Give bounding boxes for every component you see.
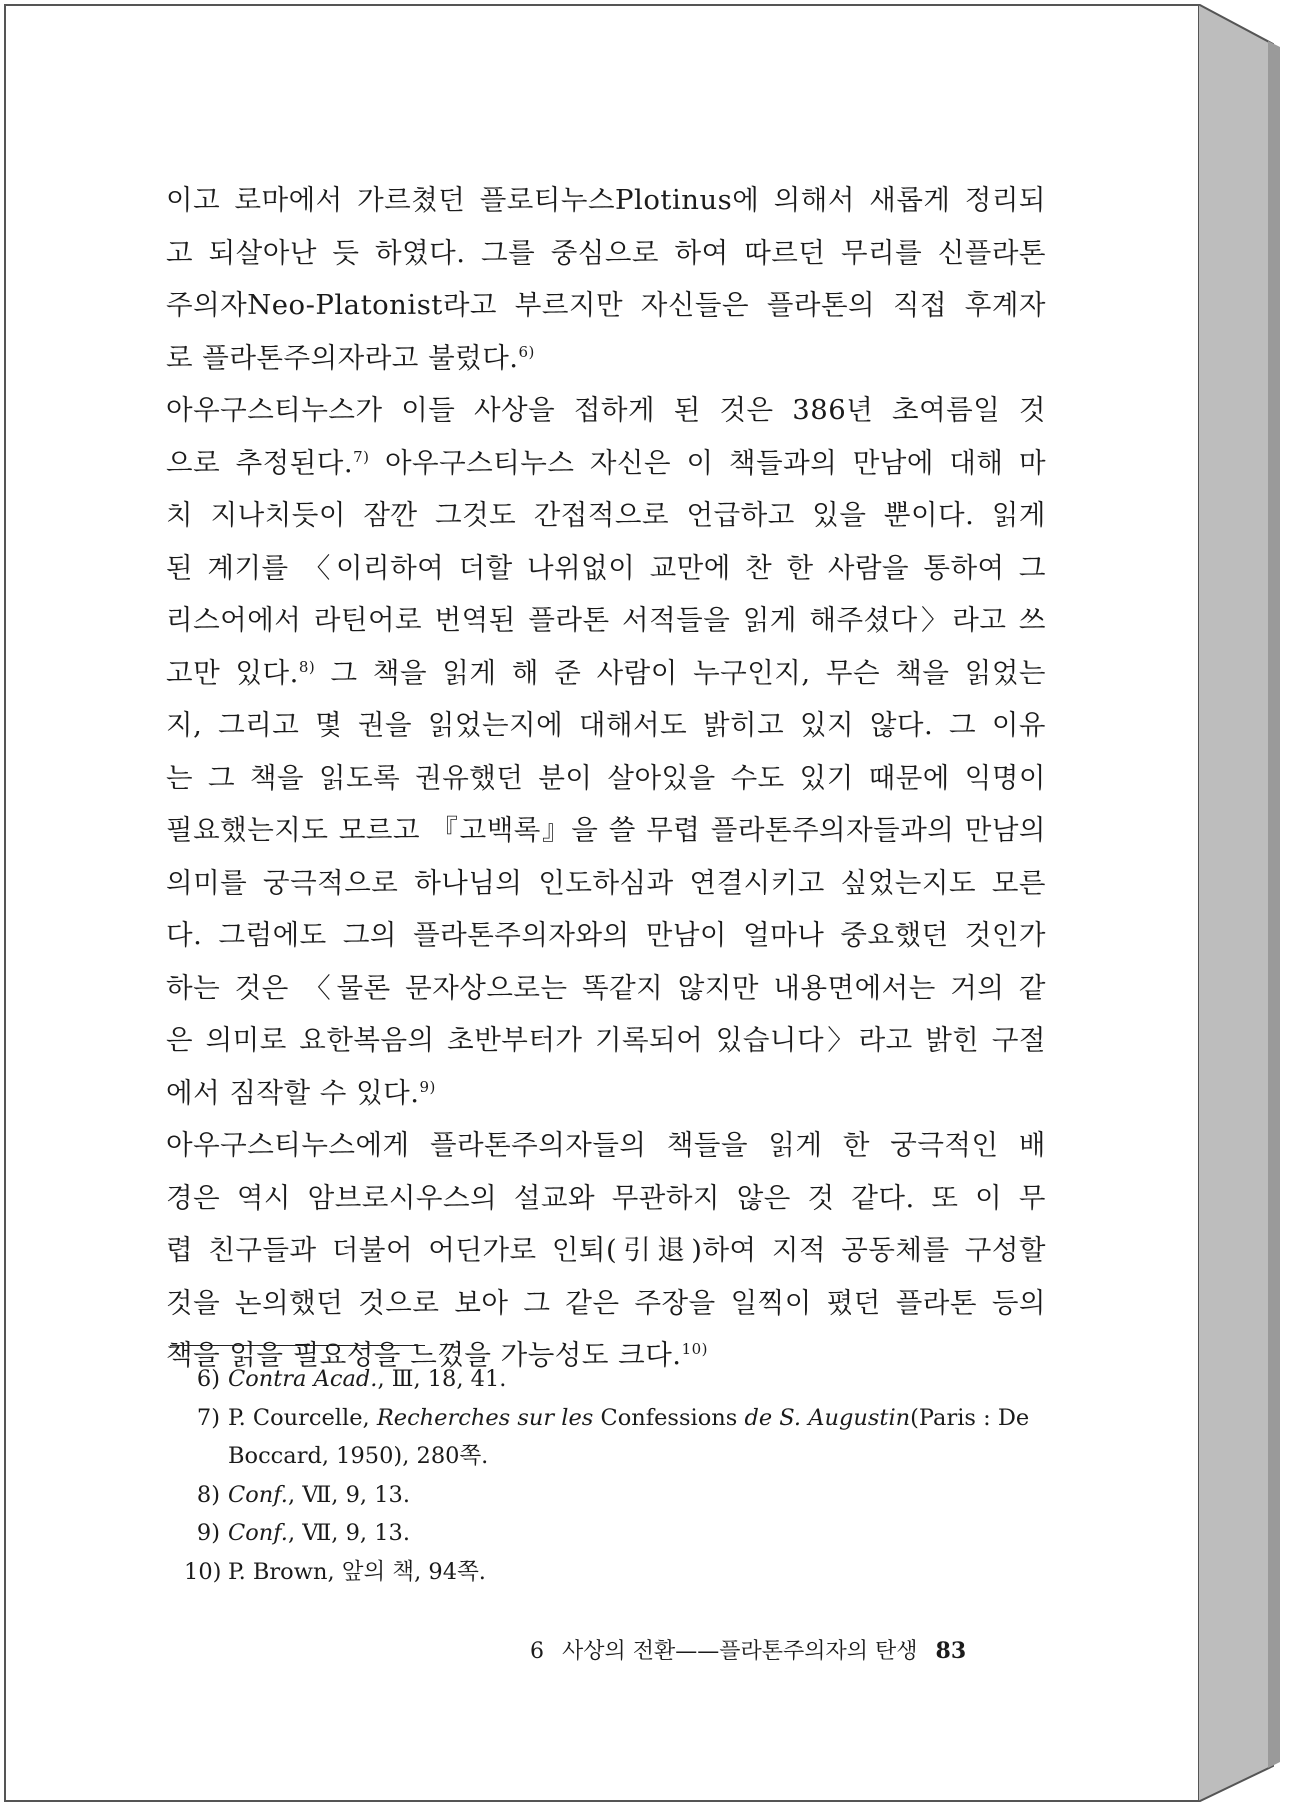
paragraph-2 (166, 384, 1046, 1119)
text-line: 것을 논의했던 것으로 보아 그 같은 주장을 일찍이 폈던 플라톤 등의 (166, 1286, 1046, 1319)
footnote-divider (170, 1345, 425, 1346)
running-footer (530, 1634, 966, 1665)
chapter-number: 6 (530, 1639, 544, 1664)
text-line: 주의자Neo-Platonist라고 부르지만 자신들은 플라톤의 직접 후계자 (166, 289, 1046, 321)
footnote-text: Confessions (593, 1404, 745, 1431)
text-line: 하는 것은 〈물론 문자상으로는 똑같지 않지만 내용면에서는 거의 같 (166, 971, 1046, 1004)
text-fragment: 아우구스티누스 자신은 이 책들과의 만남에 대해 마 (369, 446, 1047, 479)
text-line: 치 지나치듯이 잠깐 그것도 간접적으로 언급하고 있을 뿐이다. 읽게 (166, 499, 1046, 531)
footnotes (184, 1360, 1064, 1591)
paragraph-1 (166, 174, 1046, 384)
footnote-ref-6: 6) (518, 342, 535, 361)
footnote-number: 6) (196, 1366, 220, 1392)
footnote-text: P. Courcelle, (228, 1404, 377, 1431)
text-line (166, 332, 1046, 385)
paragraph-3 (166, 1119, 1046, 1382)
text-line (166, 437, 1046, 490)
footnote-10 (184, 1553, 1064, 1592)
footnote-7 (184, 1399, 1064, 1438)
footnote-ref-10: 10) (681, 1339, 709, 1358)
footnote-title: Conf. (228, 1520, 288, 1546)
text-line: 아우구스티누스가 이들 사상을 접하게 된 것은 386년 초여름일 것 (166, 394, 1046, 426)
footnote-title: de S. Augustin (744, 1404, 911, 1431)
footnote-ref-9: 9) (419, 1077, 436, 1096)
text-line: 아우구스티누스에게 플라톤주의자들의 책들을 읽게 한 궁극적인 배 (166, 1129, 1046, 1161)
footnote-ref-8: 8) (298, 657, 316, 676)
footnote-number: 7) (196, 1404, 220, 1431)
footnote-6 (184, 1360, 1064, 1399)
footnote-8 (184, 1476, 1064, 1515)
footnote-text: (Paris : De (910, 1404, 1030, 1431)
text-line: 의미를 궁극적으로 하나님의 인도하심과 연결시키고 싶었는지도 모른 (166, 866, 1046, 899)
text-line: 렵 친구들과 더불어 어딘가로 인퇴(引退)하여 지적 공동체를 구성할 (166, 1234, 1046, 1266)
text-fragment: 고만 있다. (166, 656, 299, 689)
text-line (166, 1067, 1046, 1120)
text-line: 필요했는지도 모르고 『고백록』을 쓸 무렵 플라톤주의자들과의 만남의 (166, 814, 1046, 846)
text-line: 경은 역시 암브로시우스의 설교와 무관하지 않은 것 같다. 또 이 무 (166, 1181, 1046, 1214)
footnote-ref-7: 7) (353, 447, 370, 466)
text-fragment: 으로 추정된다. (166, 446, 354, 479)
footnote-number: 9) (196, 1520, 220, 1546)
footnote-text: , Ⅲ, 18, 41. (377, 1366, 507, 1392)
footnote-text: , Ⅶ, 9, 13. (287, 1481, 410, 1508)
text-line: 는 그 책을 읽도록 권유했던 분이 살아있을 수도 있기 때문에 익명이 (166, 761, 1046, 794)
footnote-7-continued (184, 1437, 1064, 1476)
text-fragment: 책을 읽을 필요성을 느꼈을 가능성도 크다. (166, 1339, 682, 1371)
footnote-title: Conf. (228, 1481, 288, 1508)
footnote-number: 8) (196, 1481, 220, 1508)
chapter-title: 사상의 전환——플라톤주의자의 탄생 (562, 1639, 918, 1664)
text-line: 은 의미로 요한복음의 초반부터가 기록되어 있습니다〉라고 밝힌 구절 (166, 1024, 1046, 1056)
text-line: 지, 그리고 몇 권을 읽었는지에 대해서도 밝히고 있지 않다. 그 이유 (166, 709, 1046, 741)
text-line: 리스어에서 라틴어로 번역된 플라톤 서적들을 읽게 해주셨다〉라고 쓰 (166, 604, 1046, 636)
text-fragment: 그 책을 읽게 해 준 사람이 누구인지, 무슨 책을 읽었는 (315, 656, 1046, 689)
body-text (166, 174, 1046, 1382)
page-number: 83 (935, 1638, 967, 1664)
footnote-number: 10) (184, 1558, 222, 1585)
footnote-title: Recherches sur les (376, 1404, 594, 1431)
book-page-edge (1198, 4, 1288, 1802)
footnote-9 (184, 1514, 1064, 1553)
text-line: 이고 로마에서 가르쳤던 플로티누스Plotinus에 의해서 새롭게 정리되 (166, 184, 1046, 216)
text-fragment: 에서 짐작할 수 있다. (166, 1076, 420, 1109)
footnote-title: Contra Acad. (228, 1366, 378, 1392)
text-line: 된 계기를 〈이리하여 더할 나위없이 교만에 찬 한 사람을 통하여 그 (166, 551, 1046, 584)
text-fragment: 로 플라톤주의자라고 불렀다. (166, 341, 519, 374)
footnote-text: , Ⅶ, 9, 13. (287, 1520, 410, 1546)
text-line: 고 되살아난 듯 하였다. 그를 중심으로 하여 따르던 무리를 신플라톤 (166, 236, 1046, 269)
footnote-text: Boccard, 1950), 280쪽. (228, 1443, 489, 1469)
footnote-text: P. Brown, 앞의 책, 94쪽. (228, 1558, 486, 1585)
text-line (166, 647, 1046, 700)
text-line: 다. 그럼에도 그의 플라톤주의자와의 만남이 얼마나 중요했던 것인가 (166, 919, 1046, 951)
